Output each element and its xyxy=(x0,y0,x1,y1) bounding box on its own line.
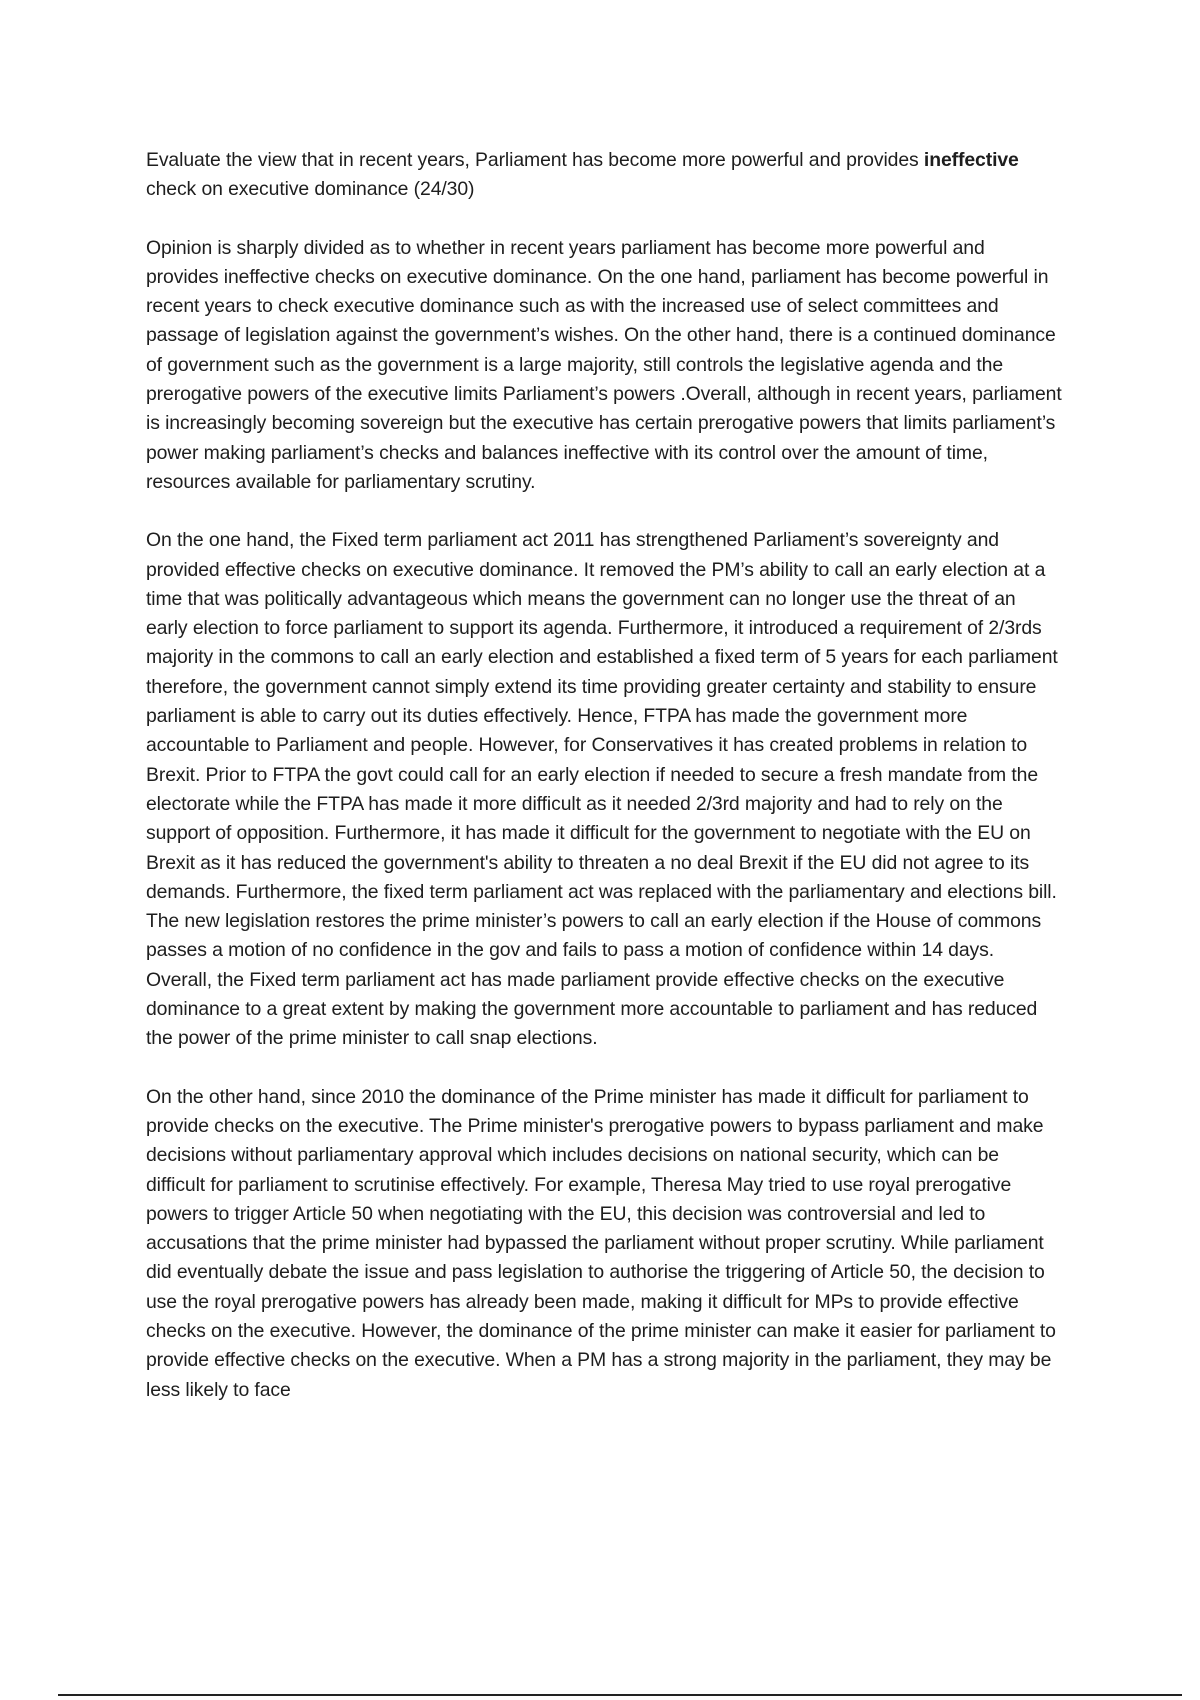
question-text-end: check on executive dominance (24/30) xyxy=(146,178,475,201)
question-emphasis: ineffective xyxy=(923,149,1019,171)
body-paragraph-prime-minister-dominance: On the other hand, since 2010 the dominance of the Prime minister has made it difficult for parliament to provide checks on the executive. The Prime minister's prerogative powers to bypass parliament and make decisions without parliamentary approval which includes decisions on national security, which can be difficult for parliament to scrutinise effectively. For example, Theresa May tried to use royal prerogative powers to trigger Article 50 when negotiating with the EU, this decision was controversial and led to accusations that the prime minister had bypassed the parliament without proper scrutiny. While parliament did eventually debate the issue and pass legislation to authorise the triggering of Article 50, the decision to use the royal prerogative powers has already been made, making it difficult for MPs to provide effective checks on the executive. However, the dominance of the prime minister can make it easier for parliament to provide effective checks on the executive. When a PM has a strong majority in the parliament, they may be less likely to face xyxy=(146,1085,1056,1401)
essay-question xyxy=(146,146,1062,205)
body-paragraph-fixed-term-act: On the one hand, the Fixed term parliament act 2011 has strengthened Parliament’s sovereignty and provided effective checks on executive dominance. It removed the PM’s ability to call an early election at a time that was politically advantageous which means the government can no longer use the threat of an early election to force parliament to support its agenda. Furthermore, it introduced a requirement of 2/3rds majority in the commons to call an early election and established a fixed term of 5 years for each parliament therefore, the government cannot simply extend its time providing greater certainty and stability to ensure parliament is able to carry out its duties effectively. Hence, FTPA has made the government more accountable to Parliament and people. However, for Conservatives it has created problems in relation to Brexit. Prior to FTPA the govt could call for an early election if needed to secure a fresh mandate from the electorate while the FTPA has made it more difficult as it needed 2/3rd majority and had to rely on the support of opposition. Furthermore, it has made it difficult for the government to negotiate with the EU on Brexit as it has reduced the government's ability to threaten a no deal Brexit if the EU did not agree to its demands. Furthermore, the fixed term parliament act was replaced with the parliamentary and elections bill. The new legislation restores the prime minister’s powers to call an early election if the House of commons passes a motion of no confidence in the gov and fails to pass a motion of confidence within 14 days. Overall, the Fixed term parliament act has made parliament provide effective checks on the executive dominance to a great extent by making the government more accountable to parliament and has reduced the power of the prime minister to call snap elections. xyxy=(146,529,1058,1050)
essay-body xyxy=(146,146,1062,1405)
introduction-paragraph: Opinion is sharply divided as to whether in recent years parliament has become more powerful and provides ineffective checks on executive dominance. On the one hand, parliament has become powerful in recent years to check executive dominance such as with the increased use of select committees and passage of legislation against the government’s wishes. On the other hand, there is a continued dominance of government such as the government is a large majority, still controls the legislative agenda and the prerogative powers of the executive limits Parliament’s powers .Overall, although in recent years, parliament is increasingly becoming sovereign but the executive has certain prerogative powers that limits parliament’s power making parliament’s checks and balances ineffective with its control over the amount of time, resources available for parliamentary scrutiny. xyxy=(146,236,1062,493)
page-bottom-divider xyxy=(58,1694,1182,1696)
question-text-start: Evaluate the view that in recent years, Parliament has become more powerful and provides xyxy=(146,149,924,171)
